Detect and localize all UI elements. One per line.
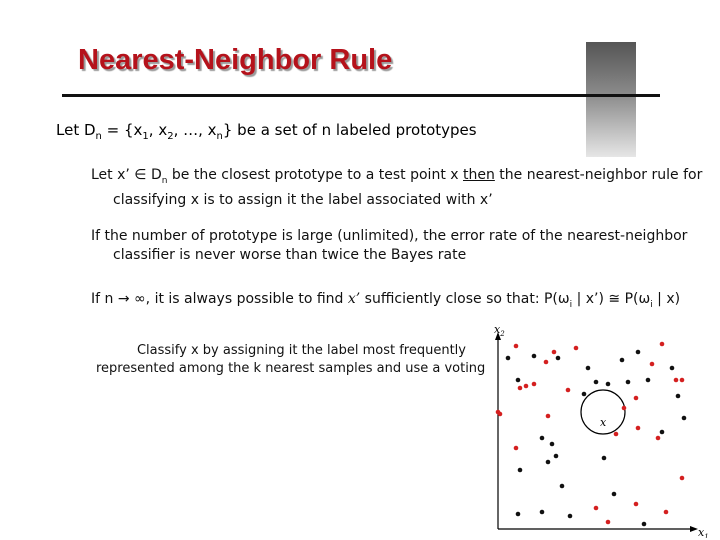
knn-caption: Classify x by assigning it the label most frequently represented among the k nearest samples and use a voting [96, 343, 486, 376]
red-class-point [594, 506, 599, 511]
red-class-point [650, 362, 655, 367]
red-class-point [634, 502, 639, 507]
red-class-point [566, 388, 571, 393]
title-underline [62, 94, 660, 97]
black-class-point [670, 366, 675, 371]
red-class-point [514, 344, 519, 349]
red-class-point [544, 360, 549, 365]
red-class-point [546, 414, 551, 419]
red-class-point [498, 412, 503, 417]
y-axis-label: $x_2$ [494, 324, 505, 338]
paragraph-error-rate: If the number of prototype is large (unlimited), the error rate of the nearest-neighbor classifier is never worse than twice the Bayes rate [91, 228, 688, 263]
red-class-point [524, 384, 529, 389]
black-class-point [516, 378, 521, 383]
red-class-point [552, 350, 557, 355]
red-class-point [532, 382, 537, 387]
black-class-point [518, 468, 523, 473]
sample-points [496, 342, 687, 527]
black-class-point [556, 356, 561, 361]
black-class-point [506, 356, 511, 361]
red-class-point [680, 476, 685, 481]
query-point-label: x [600, 416, 607, 429]
black-class-point [646, 378, 651, 383]
black-class-point [660, 430, 665, 435]
paragraph-nn-rule: Let x’ ∈ $D_n$ be the closest prototype to a test point x then the nearest-neighbor rule for classifying x is to assign it the label associated with x’ [91, 167, 703, 208]
black-class-point [612, 492, 617, 497]
red-class-point [680, 378, 685, 383]
x-axis-arrow [690, 526, 698, 532]
black-class-point [532, 354, 537, 359]
black-class-point [676, 394, 681, 399]
black-class-point [540, 436, 545, 441]
red-class-point [518, 386, 523, 391]
black-class-point [626, 380, 631, 385]
slide-title: Nearest-Neighbor Rule [78, 44, 393, 76]
black-class-point [594, 380, 599, 385]
black-class-point [554, 454, 559, 459]
red-class-point [660, 342, 665, 347]
red-class-point [674, 378, 679, 383]
black-class-point [550, 442, 555, 447]
red-class-point [656, 436, 661, 441]
red-class-point [664, 510, 669, 515]
red-class-point [636, 426, 641, 431]
black-class-point [560, 484, 565, 489]
black-class-point [568, 514, 573, 519]
red-class-point [606, 520, 611, 525]
red-class-point [634, 396, 639, 401]
red-class-point [622, 406, 627, 411]
red-class-point [574, 346, 579, 351]
red-class-point [614, 432, 619, 437]
black-class-point [516, 512, 521, 517]
black-class-point [582, 392, 587, 397]
black-class-point [606, 382, 611, 387]
black-class-point [636, 350, 641, 355]
black-class-point [682, 416, 687, 421]
black-class-point [602, 456, 607, 461]
black-class-point [546, 460, 551, 465]
black-class-point [586, 366, 591, 371]
paragraph-asymptotic: If n → ∞, it is always possible to find x’ sufficiently close so that: $P(\omega_i$ | x’) ≅ $P(\omega_i$ | x) [91, 291, 681, 310]
decorative-gray-bar [586, 42, 636, 157]
black-class-point [540, 510, 545, 515]
black-class-point [642, 522, 647, 527]
definition-line: Let $D_n = \{x_1$, $x_2$, …, $x_n$} be a set of n labeled prototypes [56, 121, 477, 142]
black-class-point [620, 358, 625, 363]
knn-scatter-figure [486, 324, 714, 538]
x-axis-label: $x_1$ [698, 526, 709, 538]
red-class-point [514, 446, 519, 451]
